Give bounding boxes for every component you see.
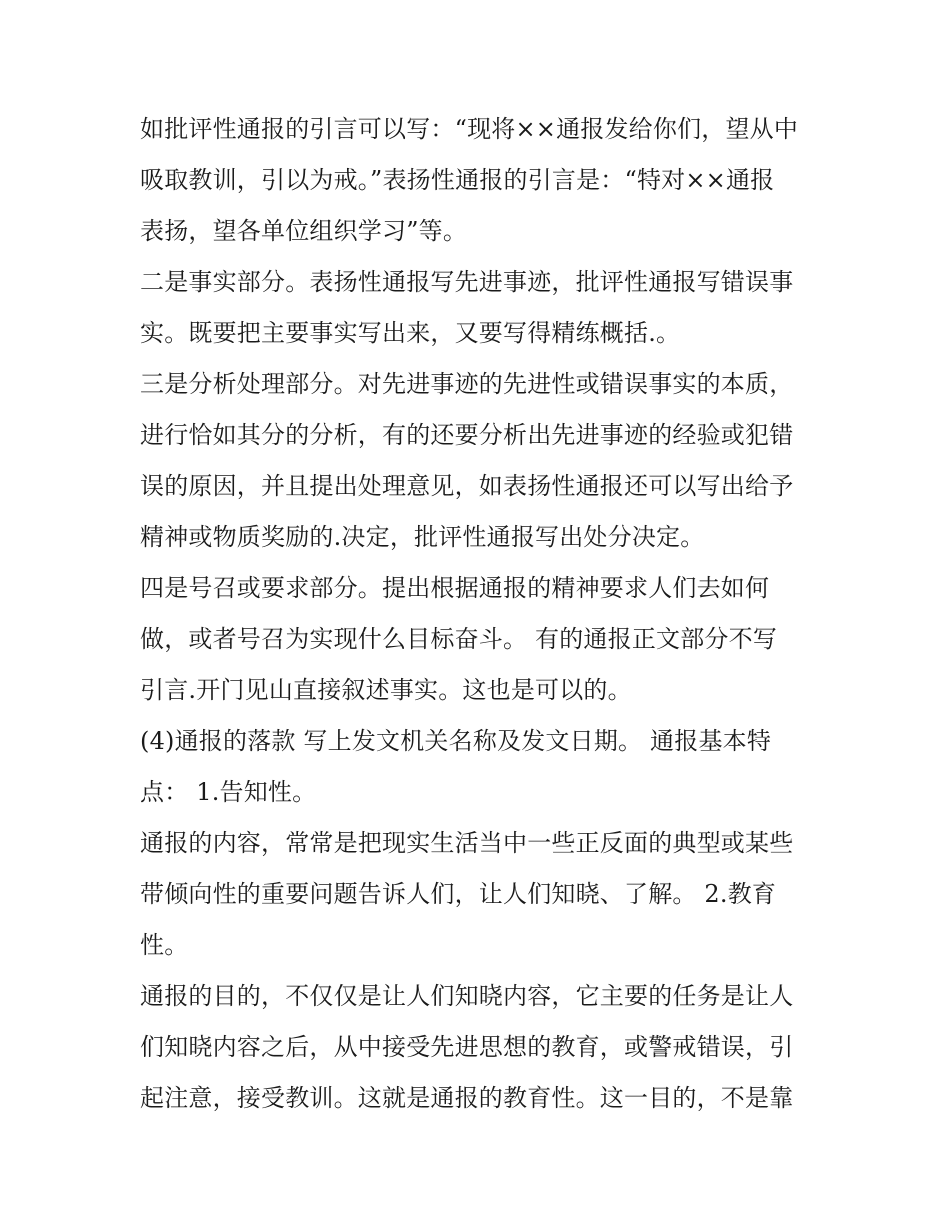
text-line: 们知晓内容之后，从中接受先进思想的教育，或警戒错误，引 (140, 1033, 794, 1061)
paragraph-educational (140, 976, 820, 1129)
text-line: 三是分析处理部分。对先进事迹的先进性或错误事实的本质， (140, 370, 794, 398)
text-line: 通报的内容，常常是把现实生活当中一些正反面的典型或某些 (140, 829, 794, 857)
paragraph-analysis (140, 364, 820, 568)
text-line: 性。 (140, 931, 189, 959)
paragraph-facts (140, 262, 820, 364)
text-line: 进行恰如其分的分析，有的还要分析出先进事迹的经验或犯错 (140, 421, 794, 449)
paragraph-intro-examples (140, 109, 820, 262)
text-line: 如批评性通报的引言可以写：“现将××通报发给你们，望从中 (140, 115, 799, 143)
text-line: 通报的目的，不仅仅是让人们知晓内容，它主要的任务是让人 (140, 982, 794, 1010)
text-line: 表扬，望各单位组织学习”等。 (140, 217, 468, 245)
text-line: 做，或者号召为实现什么目标奋斗。 有的通报正文部分不写 (140, 625, 778, 653)
text-line: 误的原因，并且提出处理意见，如表扬性通报还可以写出给予 (140, 472, 794, 500)
text-line: 带倾向性的重要问题告诉人们，让人们知晓、了解。 2.教育 (140, 880, 777, 908)
text-line: 引言.开门见山直接叙述事实。这也是可以的。 (140, 676, 632, 704)
text-line: 点： 1.告知性。 (140, 778, 317, 806)
text-line: (4)通报的落款 写上发文机关名称及发文日期。 通报基本特 (140, 727, 772, 755)
text-line: 起注意，接受教训。这就是通报的教育性。这一目的，不是靠 (140, 1084, 794, 1112)
text-line: 二是事实部分。表扬性通报写先进事迹，批评性通报写错误事 (140, 268, 794, 296)
text-line: 实。既要把主要事实写出来，又要写得精练概括.。 (140, 319, 681, 347)
paragraph-call-to-action (140, 568, 820, 721)
paragraph-signature (140, 721, 820, 823)
paragraph-informative (140, 823, 820, 976)
document-body (140, 109, 820, 1129)
text-line: 吸取教训，引以为戒。”表扬性通报的引言是：“特对××通报 (140, 166, 775, 194)
text-line: 四是号召或要求部分。提出根据通报的精神要求人们去如何 (140, 574, 770, 602)
text-line: 精神或物质奖励的.决定，批评性通报写出处分决定。 (140, 523, 705, 551)
